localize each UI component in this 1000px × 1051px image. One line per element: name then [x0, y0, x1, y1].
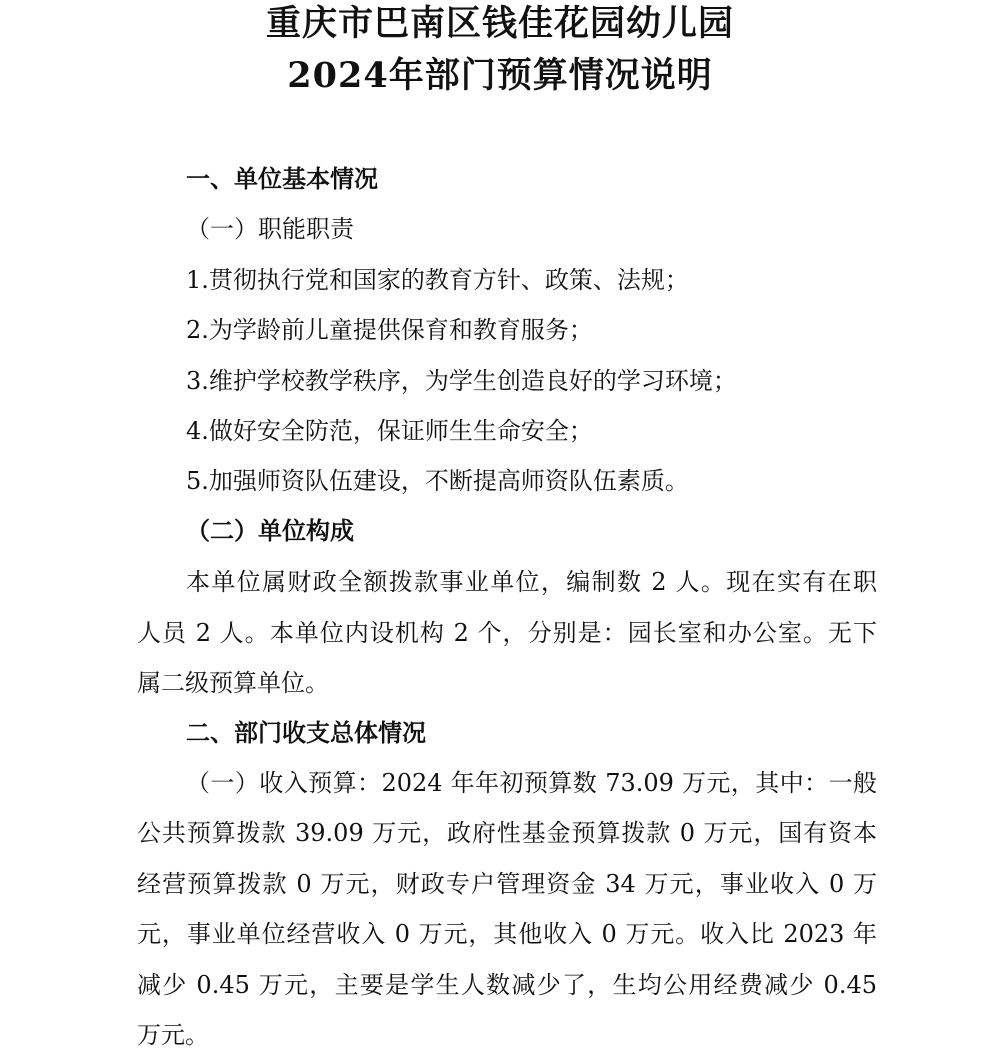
duty-item-3: 3.维护学校教学秩序，为学生创造良好的学习环境； [186, 367, 737, 395]
composition-line-3: 属二级预算单位。 [137, 669, 329, 697]
section1-sub2-heading: （二）单位构成 [186, 517, 354, 545]
revenue-line-5: 减少 0.45 万元，主要是学生人数减少了，生均公用经费减少 0.45 [137, 971, 877, 999]
revenue-line-4: 元，事业单位经营收入 0 万元，其他收入 0 万元。收入比 2023 年 [137, 920, 877, 948]
section2-heading: 二、部门收支总体情况 [186, 719, 426, 747]
document-title-line2: 2024年部门预算情况说明 [287, 55, 713, 96]
duty-item-5: 5.加强师资队伍建设，不断提高师资队伍素质。 [186, 467, 689, 495]
section1-heading: 一、单位基本情况 [186, 165, 378, 193]
duty-item-2: 2.为学龄前儿童提供保育和教育服务； [186, 316, 593, 344]
duty-item-1: 1.贯彻执行党和国家的教育方针、政策、法规； [186, 266, 689, 294]
revenue-line-3: 经营预算拨款 0 万元，财政专户管理资金 34 万元，事业收入 0 万 [137, 870, 877, 898]
document-title-line1: 重庆市巴南区钱佳花园幼儿园 [265, 3, 734, 44]
composition-line-1: 本单位属财政全额拨款事业单位，编制数 2 人。现在实有在职 [186, 568, 877, 596]
duty-item-4: 4.做好安全防范，保证师生生命安全； [186, 417, 593, 445]
revenue-line-6: 万元。 [137, 1021, 209, 1049]
revenue-line-1: （一）收入预算：2024 年年初预算数 73.09 万元，其中：一般 [186, 769, 877, 797]
composition-line-2: 人员 2 人。本单位内设机构 2 个，分别是：园长室和办公室。无下 [137, 619, 877, 647]
revenue-line-2: 公共预算拨款 39.09 万元，政府性基金预算拨款 0 万元，国有资本 [137, 819, 877, 847]
section1-sub1-heading: （一）职能职责 [186, 215, 354, 243]
